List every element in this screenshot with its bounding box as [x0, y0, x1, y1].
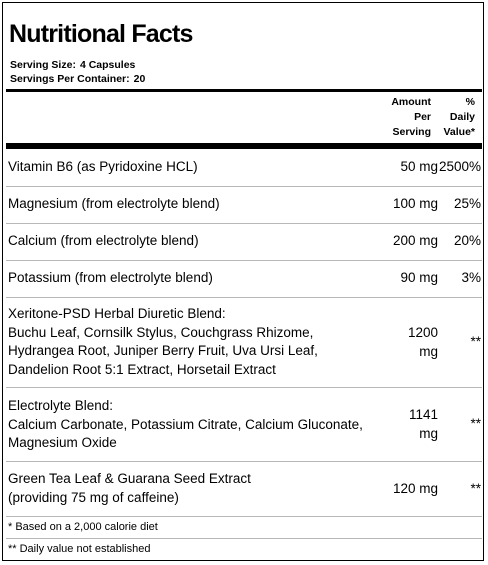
nutrient-name-line: Green Tea Leaf & Guarana Seed Extract [8, 471, 251, 486]
nutrition-facts-panel [2, 2, 484, 561]
nutrient-daily-value: 3% [461, 270, 481, 285]
nutrient-amount [378, 324, 438, 361]
nutrient-name-line: Magnesium (from electrolyte blend) [8, 196, 220, 211]
row-divider [6, 297, 482, 298]
nutrient-amount: 100 mg [392, 196, 438, 211]
serving-size-value: 4 Capsules [79, 59, 136, 71]
servings-per-container-value: 20 [133, 73, 146, 85]
amount-header-line: Amount [391, 96, 431, 108]
nutrient-amount: 50 mg [400, 159, 438, 174]
footnote-daily-value-basis: * Based on a 2,000 calorie diet [8, 521, 158, 533]
nutrient-amount-line: 1200 [407, 325, 438, 340]
nutrient-amount [378, 406, 438, 443]
amount-per-serving-header [371, 95, 431, 140]
nutrient-amount-line: 1141 [408, 407, 438, 422]
nutrient-daily-value: ** [470, 416, 481, 431]
dv-header-line: Daily [449, 111, 475, 123]
nutrient-name-line: Buchu Leaf, Cornsilk Stylus, Couchgrass Rhizome, [8, 324, 314, 340]
serving-size-label: Serving Size: [10, 59, 76, 71]
heavy-divider [6, 143, 482, 149]
row-divider [6, 461, 482, 462]
nutrient-name [8, 470, 388, 507]
nutrient-name [8, 232, 388, 251]
row-divider [6, 260, 482, 261]
nutrient-name-line: Calcium Carbonate, Potassium Citrate, Calcium Gluconate, [8, 416, 363, 432]
row-divider [6, 516, 482, 517]
amount-header-line: Per [414, 111, 431, 123]
nutrient-daily-value: ** [470, 334, 481, 349]
nutrient-daily-value: ** [470, 481, 481, 496]
nutrient-name [8, 195, 388, 214]
thick-divider [6, 89, 482, 92]
row-divider [6, 223, 482, 224]
dv-header-line: % [465, 96, 475, 108]
nutrient-name-line: Calcium (from electrolyte blend) [8, 233, 199, 248]
footnote-not-established: ** Daily value not established [8, 543, 151, 555]
nutrient-name [8, 158, 388, 177]
nutrient-name [8, 397, 388, 453]
nutrient-name-line: Xeritone-PSD Herbal Diuretic Blend: [8, 306, 226, 321]
serving-size [10, 58, 135, 72]
daily-value-header [423, 95, 475, 140]
nutrient-daily-value: 2500% [438, 159, 481, 174]
nutrient-name-line: Electrolyte Blend: [8, 398, 114, 413]
nutrient-name [8, 269, 388, 288]
row-divider [6, 538, 482, 539]
row-divider [6, 186, 482, 187]
nutrient-name [8, 305, 388, 379]
servings-per-container [10, 72, 145, 86]
nutrient-amount: 200 mg [392, 233, 438, 248]
nutrient-amount: 90 mg [400, 270, 438, 285]
nutrient-name-line: (providing 75 mg of caffeine) [8, 489, 179, 505]
nutrient-daily-value: 20% [453, 233, 481, 248]
nutrient-name-line: Vitamin B6 (as Pyridoxine HCL) [8, 159, 198, 174]
dv-header-line: Value* [443, 126, 475, 138]
nutrient-amount: 120 mg [392, 481, 438, 496]
nutrient-name-line: Magnesium Oxide [8, 435, 117, 450]
row-divider [6, 387, 482, 388]
nutrient-name-line: Dandelion Root 5:1 Extract, Horsetail Extract [8, 361, 276, 377]
nutrient-daily-value: 25% [453, 196, 481, 211]
amount-header-line: Serving [392, 126, 431, 138]
nutrient-amount-line: mg [419, 425, 438, 441]
nutrient-name-line: Hydrangea Root, Juniper Berry Fruit, Uva Ursi Leaf, [8, 343, 318, 358]
nutrient-amount-line: mg [419, 343, 438, 359]
servings-per-container-label: Servings Per Container: [10, 73, 130, 85]
nutrient-name-line: Potassium (from electrolyte blend) [8, 270, 213, 285]
panel-title: Nutritional Facts [9, 20, 193, 48]
